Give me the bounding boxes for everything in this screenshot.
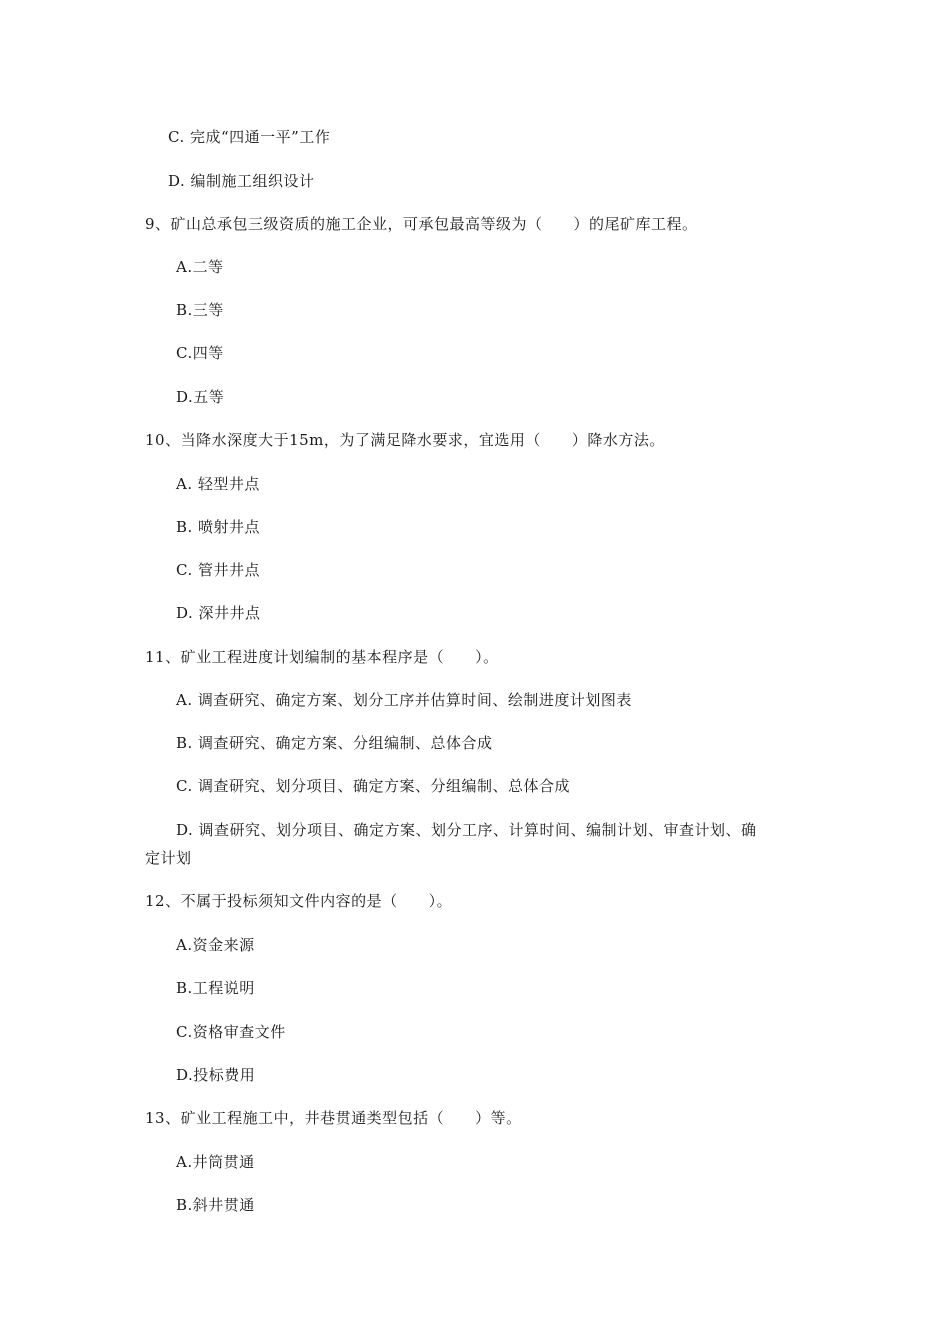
question-13-stem: 13、矿业工程施工中，井巷贯通类型包括（ ）等。 — [145, 1109, 522, 1127]
question-8-option-d: D. 编制施工组织设计 — [168, 172, 315, 190]
question-10-option-c: C. 管井井点 — [176, 561, 260, 579]
question-10-stem: 10、当降水深度大于15m，为了满足降水要求，宜选用（ ）降水方法。 — [145, 431, 665, 449]
question-11-option-b: B. 调查研究、确定方案、分组编制、总体合成 — [176, 734, 493, 752]
question-12-stem: 12、不属于投标须知文件内容的是（ ）。 — [145, 892, 453, 910]
question-13-option-a: A.井筒贯通 — [176, 1153, 255, 1171]
question-12-option-d: D.投标费用 — [176, 1066, 256, 1084]
question-12-option-c: C.资格审查文件 — [176, 1023, 286, 1041]
question-9-option-a: A.二等 — [176, 258, 224, 276]
question-10-option-d: D. 深井井点 — [176, 604, 261, 622]
question-9-stem: 9、矿山总承包三级资质的施工企业，可承包最高等级为（ ）的尾矿库工程。 — [145, 215, 698, 233]
question-9-option-c: C.四等 — [176, 344, 224, 362]
question-13-option-b: B.斜井贯通 — [176, 1196, 255, 1214]
question-10-option-a: A. 轻型井点 — [176, 475, 260, 493]
question-12-option-b: B.工程说明 — [176, 979, 255, 997]
question-11-option-c: C. 调查研究、划分项目、确定方案、分组编制、总体合成 — [176, 777, 570, 795]
question-11-option-d-continued: 定计划 — [145, 849, 192, 867]
question-8-option-c: C. 完成“四通一平”工作 — [168, 128, 331, 146]
question-10-option-b: B. 喷射井点 — [176, 518, 261, 536]
question-11-stem: 11、矿业工程进度计划编制的基本程序是（ ）。 — [145, 648, 499, 666]
question-9-option-b: B.三等 — [176, 301, 224, 319]
question-9-option-d: D.五等 — [176, 388, 225, 406]
question-11-option-a: A. 调查研究、确定方案、划分工序并估算时间、绘制进度计划图表 — [176, 691, 632, 709]
question-11-option-d: D. 调查研究、划分项目、确定方案、划分工序、计算时间、编制计划、审查计划、确 — [176, 821, 757, 839]
question-12-option-a: A.资金来源 — [176, 936, 255, 954]
